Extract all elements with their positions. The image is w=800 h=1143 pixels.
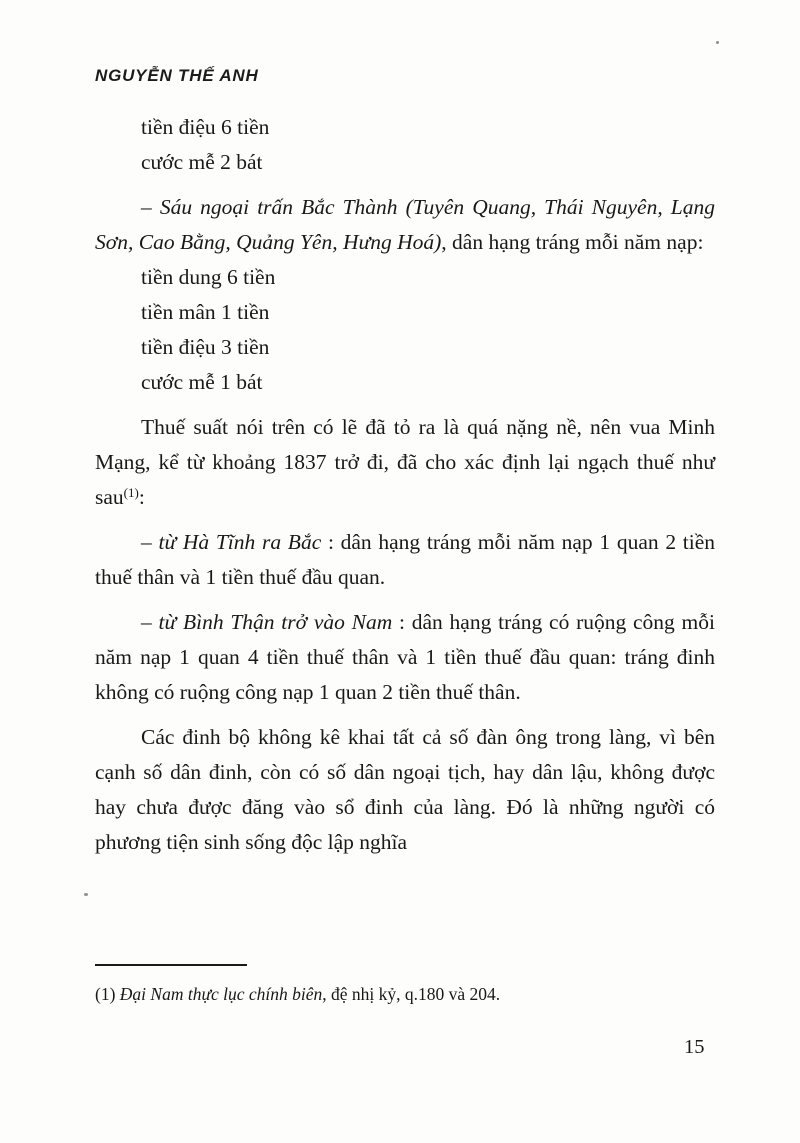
paragraph [95,190,715,260]
tax-item-line [95,365,715,400]
text-run: Thuế suất nói trên có lẽ đã tỏ ra là quá nặng nề, nên vua Minh Mạng, kể từ khoảng 1837 trở đi, đã cho xác định lại ngạch thuế như sau [95,415,715,509]
scan-artifact [716,41,719,44]
italic-text-run: Sáu ngoại trấn Bắc Thành (Tuyên Quang, Thái Nguyên, Lạng Sơn, Cao Bằng, Quảng Yên, Hưng Hoá) [95,195,716,254]
text-run: : dân hạng tráng mỗi năm nạp 1 quan 2 tiền thuế thân và 1 tiền thuế đầu quan. [95,530,716,589]
italic-text-run: từ Hà Tĩnh ra Bắc [158,530,322,554]
text-run: tiền mân 1 tiền [141,300,270,324]
text-run: Các đinh bộ không kê khai tất cả số đàn ông trong làng, vì bên cạnh số dân đinh, còn có số dân ngoại tịch, hay dân lậu, không được hay chưa được đăng vào sổ đinh của làng. Đó là những người có phương tiện sinh sống độc lập nghĩa [95,725,715,854]
text-run: , đệ nhị kỷ, q.180 và 204. [322,984,501,1004]
text-run: , dân hạng tráng mỗi năm nạp: [441,230,704,254]
tax-item-line [95,330,715,365]
footnote-text [95,982,720,1006]
tax-item-line [95,260,715,295]
footnote-reference: (1) [123,485,139,500]
text-run: : dân hạng tráng có ruộng công mỗi năm nạp 1 quan 4 tiền thuế thân và 1 tiền thuế đầu quan: tráng đinh không có ruộng công nạp 1 quan 2 tiền thuế thân. [95,610,715,704]
text-run: tiền điệu 6 tiền [141,115,270,139]
paragraph [95,410,715,515]
text-run: – [141,530,159,554]
text-run: tiền điệu 3 tiền [141,335,270,359]
text-run: (1) [95,984,120,1004]
text-run: : [138,485,145,509]
body-text [95,110,715,860]
italic-text-run: Đại Nam thực lục chính biên [119,984,323,1004]
tax-item-line [95,295,715,330]
tax-item-line [95,145,715,180]
paragraph [95,605,715,710]
text-run: – [141,610,159,634]
text-run: – [141,195,160,219]
scan-artifact [84,893,88,896]
tax-item-line [95,110,715,145]
running-header: NGUYỄN THẾ ANH [95,66,259,85]
paragraph [95,720,715,860]
text-run: cước mễ 2 bát [141,150,263,174]
italic-text-run: từ Bình Thận trở vào Nam [158,610,393,634]
text-run: tiền dung 6 tiền [141,265,276,289]
footnote-divider [95,964,247,966]
page-number: 15 [684,1036,705,1058]
paragraph [95,525,715,595]
text-run: cước mễ 1 bát [141,370,263,394]
